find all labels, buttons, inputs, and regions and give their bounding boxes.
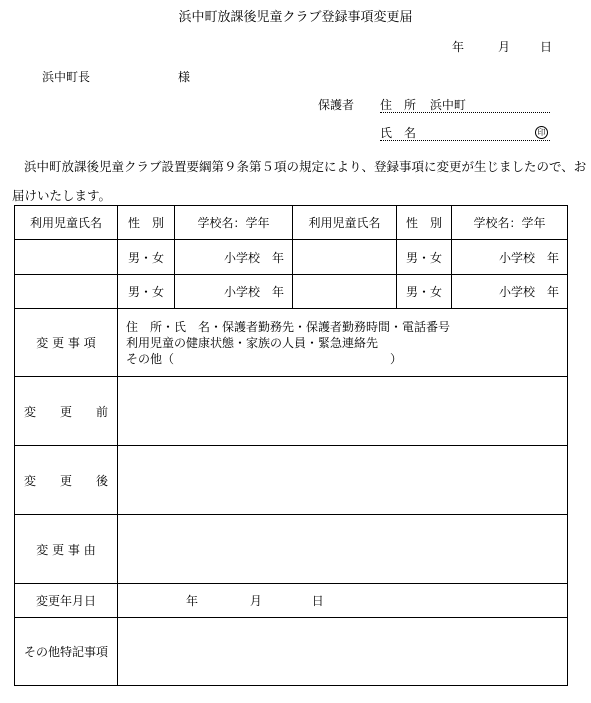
reason-row: [15, 515, 568, 584]
form-table: [14, 205, 568, 686]
child-name-cell[interactable]: [15, 240, 118, 275]
after-label: 変 更 後: [15, 446, 118, 515]
gender-cell[interactable]: 男・女: [118, 240, 175, 275]
reason-cell[interactable]: [118, 515, 568, 584]
change-items-label: 変 更 事 項: [15, 309, 118, 377]
address-label: 住 所: [380, 98, 417, 112]
child-row: [15, 275, 568, 309]
addressee-suffix: 様: [178, 70, 191, 84]
guardian-label: 保護者: [318, 98, 355, 112]
change-date-row: [15, 584, 568, 618]
date-month-label: 月: [498, 40, 511, 54]
header-school-1: 学校名：学年: [175, 206, 293, 240]
school-cell[interactable]: 小学校 年: [175, 240, 293, 275]
header-gender-1: 性 別: [118, 206, 175, 240]
other-label: その他特記事項: [15, 618, 118, 686]
before-label: 変 更 前: [15, 377, 118, 446]
date-year-label: 年: [452, 40, 465, 54]
gender-cell[interactable]: 男・女: [118, 275, 175, 309]
child-name-cell[interactable]: [293, 275, 397, 309]
change-date-cell[interactable]: [118, 584, 568, 618]
change-item-line: 住 所・氏 名・保護者勤務先・保護者勤務時間・電話番号: [126, 319, 451, 334]
page-title: 浜中町放課後児童クラブ登録事項変更届: [178, 10, 413, 25]
body-text: 浜中町放課後児童クラブ設置要綱第９条第５項の規定により、登録事項に変更が生じましたので、お届けいたします。: [12, 159, 587, 203]
name-field[interactable]: [380, 124, 550, 141]
school-cell[interactable]: 小学校 年: [452, 240, 568, 275]
change-date-month: 月: [249, 594, 262, 608]
reason-label: 変 更 事 由: [15, 515, 118, 584]
gender-cell[interactable]: 男・女: [397, 240, 452, 275]
after-row: [15, 446, 568, 515]
change-item-line: 利用児童の健康状態・家族の人員・緊急連絡先: [126, 335, 379, 350]
child-name-cell[interactable]: [15, 275, 118, 309]
school-cell[interactable]: 小学校 年: [452, 275, 568, 309]
change-item-line: その他（ ）: [126, 351, 403, 366]
change-date-day: 日: [311, 594, 324, 608]
seal-mark: 印: [535, 126, 548, 139]
change-items-row: [15, 309, 568, 377]
child-row: [15, 240, 568, 275]
address-field[interactable]: [380, 96, 550, 113]
before-cell[interactable]: [118, 377, 568, 446]
other-cell[interactable]: [118, 618, 568, 686]
change-date-year: 年: [186, 594, 199, 608]
change-date-label: 変更年月日: [15, 584, 118, 618]
other-row: [15, 618, 568, 686]
change-items-cell[interactable]: [118, 309, 568, 377]
before-row: [15, 377, 568, 446]
after-cell[interactable]: [118, 446, 568, 515]
header-gender-2: 性 別: [397, 206, 452, 240]
header-child-name-2: 利用児童氏名: [293, 206, 397, 240]
address-value: 浜中町: [429, 98, 466, 112]
addressee: 浜中町長: [42, 70, 91, 84]
header-child-name-1: 利用児童氏名: [15, 206, 118, 240]
date-day-label: 日: [540, 40, 553, 54]
name-label: 氏 名: [380, 126, 417, 140]
school-cell[interactable]: 小学校 年: [175, 275, 293, 309]
header-row: [15, 206, 568, 240]
header-school-2: 学校名：学年: [452, 206, 568, 240]
gender-cell[interactable]: 男・女: [397, 275, 452, 309]
child-name-cell[interactable]: [293, 240, 397, 275]
